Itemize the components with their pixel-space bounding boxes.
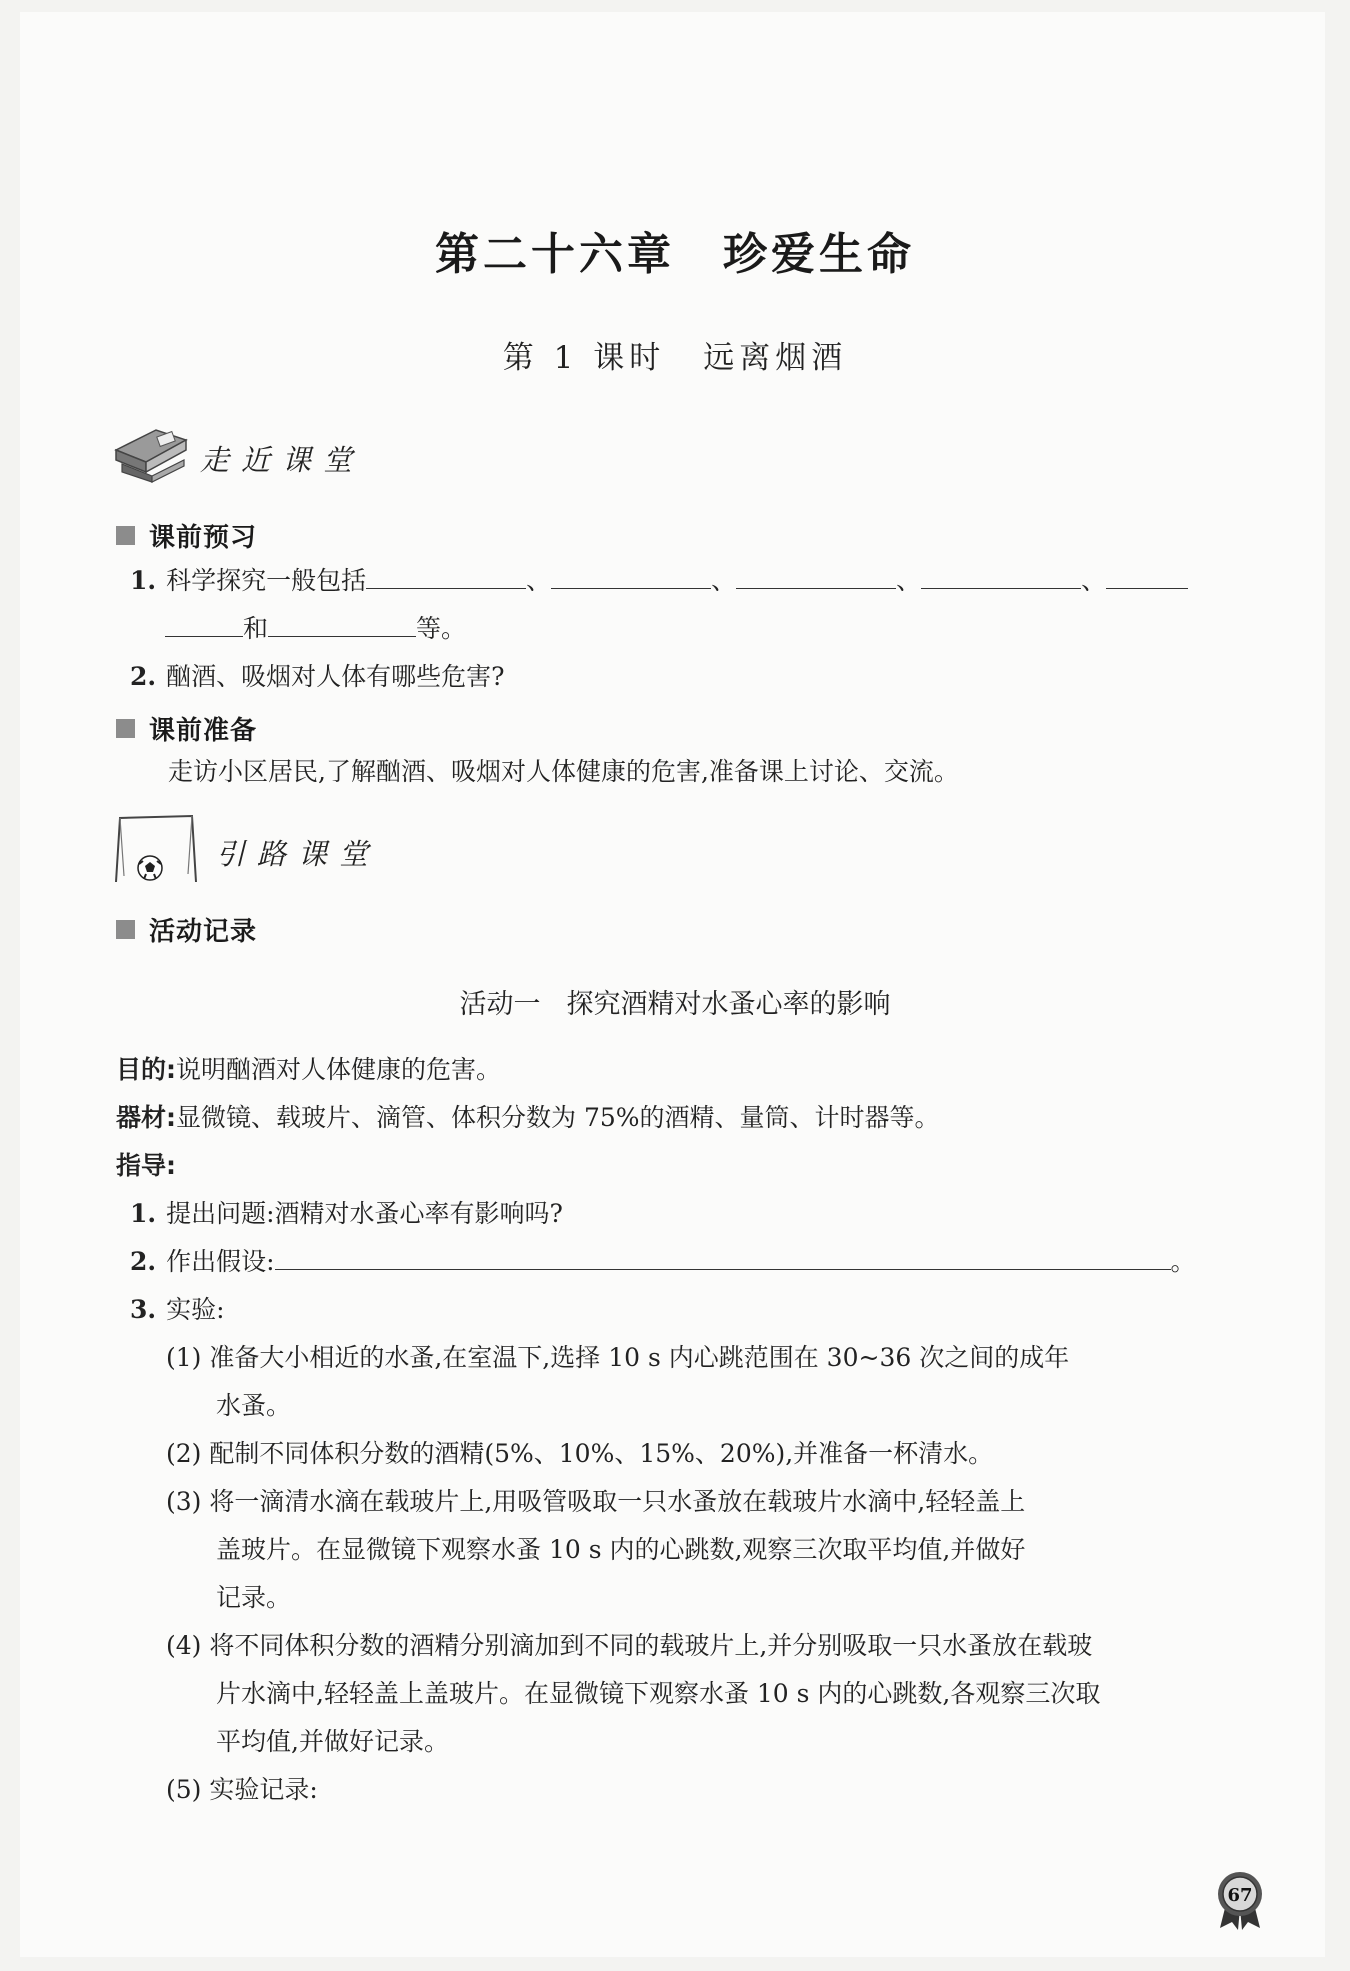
exp-4-line-c: 平均值,并做好记录。 (216, 1727, 449, 1756)
step-3: 3. 实验: (130, 1295, 225, 1324)
exp-4-line-b: 片水滴中,轻轻盖上盖玻片。在显微镜下观察水蚤 10 s 内的心跳数,各观察三次取 (216, 1679, 1101, 1708)
section-banner-approach (112, 420, 364, 486)
subhead-preview (116, 517, 257, 554)
step-1: 1. 提出问题:酒精对水蚤心率有影响吗? (130, 1199, 563, 1228)
section-label-approach: 走近课堂 (200, 442, 365, 477)
subhead-prepare-label: 课前准备 (149, 716, 258, 746)
guide-label: 指导: (116, 1151, 176, 1180)
square-bullet-icon (116, 920, 135, 939)
preview-q1-line2: 和 等。 (165, 614, 466, 644)
hypothesis-blank[interactable] (275, 1268, 1171, 1270)
answer-blank[interactable] (736, 587, 896, 589)
chapter-name: 珍爱生命 (723, 229, 915, 280)
answer-blank[interactable] (551, 587, 711, 589)
step-2: 2. 作出假设: 。 (130, 1247, 1196, 1276)
preview-q2: 2. 酗酒、吸烟对人体有哪些危害? (130, 662, 505, 691)
answer-blank[interactable] (165, 635, 243, 637)
materials-line: 器材:显微镜、载玻片、滴管、体积分数为 75%的酒精、量筒、计时器等。 (116, 1103, 940, 1132)
soccer-goal-icon (110, 812, 202, 884)
section-banner-guide (110, 812, 380, 884)
chapter-number: 第二十六章 (435, 229, 675, 280)
answer-blank[interactable] (268, 635, 416, 637)
ribbon-badge-icon (1210, 1870, 1270, 1930)
exp-3-line-c: 记录。 (216, 1583, 292, 1612)
books-icon (112, 420, 190, 486)
subhead-preview-label: 课前预习 (149, 523, 258, 553)
page-number-badge (1210, 1870, 1270, 1930)
subhead-record-label: 活动记录 (149, 917, 258, 947)
activity-title: 活动一 探究酒精对水蚤心率的影响 (459, 989, 891, 1020)
exp-2: (2) 配制不同体积分数的酒精(5%、10%、15%、20%),并准备一杯清水。 (166, 1439, 994, 1468)
lesson-title (0, 332, 1350, 377)
lesson-number: 第 1 课时 (502, 340, 666, 376)
exp-1-line-b: 水蚤。 (216, 1391, 292, 1420)
answer-blank[interactable] (366, 587, 526, 589)
subhead-prepare (116, 710, 257, 747)
page-number: 67 (1227, 1885, 1253, 1906)
prepare-text: 走访小区居民,了解酗酒、吸烟对人体健康的危害,准备课上讨论、交流。 (168, 757, 959, 786)
exp-1-line-a: (1) 准备大小相近的水蚤,在室温下,选择 10 s 内心跳范围在 30~36 次之间的成年 (166, 1343, 1070, 1372)
chapter-title (0, 218, 1350, 282)
square-bullet-icon (116, 719, 135, 738)
answer-blank[interactable] (1106, 587, 1188, 589)
square-bullet-icon (116, 526, 135, 545)
section-label-guide: 引路课堂 (216, 836, 381, 871)
preview-q1-line1: 1. 科学探究一般包括 、 、 、 、 (130, 566, 1188, 596)
lesson-name: 远离烟酒 (703, 340, 848, 376)
exp-4-line-a: (4) 将不同体积分数的酒精分别滴加到不同的载玻片上,并分别吸取一只水蚤放在载玻 (166, 1631, 1093, 1660)
subhead-record (116, 911, 257, 948)
exp-3-line-a: (3) 将一滴清水滴在载玻片上,用吸管吸取一只水蚤放在载玻片水滴中,轻轻盖上 (166, 1487, 1026, 1516)
answer-blank[interactable] (921, 587, 1081, 589)
exp-3-line-b: 盖玻片。在显微镜下观察水蚤 10 s 内的心跳数,观察三次取平均值,并做好 (216, 1535, 1026, 1564)
purpose-line: 目的:说明酗酒对人体健康的危害。 (116, 1055, 502, 1084)
exp-5: (5) 实验记录: (166, 1775, 318, 1804)
